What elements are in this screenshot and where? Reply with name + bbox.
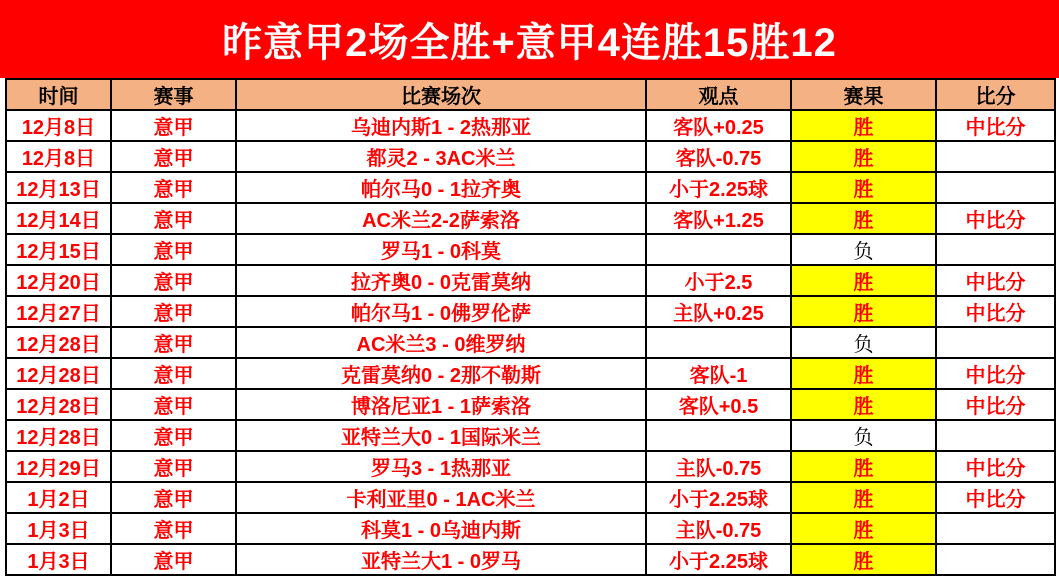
league-cell: 意甲	[111, 203, 236, 234]
promo-banner	[0, 0, 1059, 78]
date-cell: 1月3日	[6, 544, 111, 575]
score-cell: 中比分	[936, 482, 1055, 513]
col-header-result: 赛果	[791, 79, 936, 110]
result-cell: 胜	[791, 389, 936, 420]
result-cell: 负	[791, 327, 936, 358]
banner-title: 昨意甲2场全胜+意甲4连胜15胜12	[222, 20, 837, 65]
score-cell: 中比分	[936, 451, 1055, 482]
score-cell: 中比分	[936, 203, 1055, 234]
date-cell: 12月28日	[6, 389, 111, 420]
result-cell: 胜	[791, 172, 936, 203]
result-cell: 胜	[791, 544, 936, 575]
score-cell	[936, 172, 1055, 203]
date-cell: 12月15日	[6, 234, 111, 265]
league-cell: 意甲	[111, 265, 236, 296]
opinion-cell: 客队+0.5	[646, 389, 791, 420]
score-cell	[936, 234, 1055, 265]
match-cell: 帕尔马0 - 1拉齐奥	[236, 172, 646, 203]
opinion-cell: 客队+0.25	[646, 110, 791, 141]
col-header-score: 比分	[936, 79, 1055, 110]
table-row	[6, 172, 1055, 203]
result-cell: 胜	[791, 203, 936, 234]
date-cell: 12月28日	[6, 358, 111, 389]
table-row	[6, 482, 1055, 513]
match-cell: 都灵2 - 3AC米兰	[236, 141, 646, 172]
table-row	[6, 296, 1055, 327]
opinion-cell: 小于2.25球	[646, 482, 791, 513]
score-cell: 中比分	[936, 110, 1055, 141]
match-cell: 科莫1 - 0乌迪内斯	[236, 513, 646, 544]
table-row	[6, 544, 1055, 575]
score-cell: 中比分	[936, 389, 1055, 420]
league-cell: 意甲	[111, 141, 236, 172]
match-cell: 博洛尼亚1 - 1萨索洛	[236, 389, 646, 420]
score-cell: 中比分	[936, 358, 1055, 389]
score-cell	[936, 141, 1055, 172]
opinion-cell: 主队+0.25	[646, 296, 791, 327]
date-cell: 12月28日	[6, 420, 111, 451]
opinion-cell: 主队-0.75	[646, 513, 791, 544]
result-cell: 胜	[791, 482, 936, 513]
match-cell: 帕尔马1 - 0佛罗伦萨	[236, 296, 646, 327]
table-body	[6, 110, 1055, 575]
date-cell: 12月8日	[6, 110, 111, 141]
date-cell: 1月2日	[6, 482, 111, 513]
table-row	[6, 358, 1055, 389]
league-cell: 意甲	[111, 296, 236, 327]
table-row	[6, 389, 1055, 420]
date-cell: 12月20日	[6, 265, 111, 296]
table-header-row	[6, 79, 1055, 110]
match-cell: 乌迪内斯1 - 2热那亚	[236, 110, 646, 141]
date-cell: 12月29日	[6, 451, 111, 482]
table-row	[6, 203, 1055, 234]
date-cell: 12月28日	[6, 327, 111, 358]
score-cell	[936, 420, 1055, 451]
date-cell: 12月13日	[6, 172, 111, 203]
opinion-cell: 客队-1	[646, 358, 791, 389]
league-cell: 意甲	[111, 110, 236, 141]
match-cell: 罗马3 - 1热那亚	[236, 451, 646, 482]
match-cell: 亚特兰大0 - 1国际米兰	[236, 420, 646, 451]
date-cell: 12月27日	[6, 296, 111, 327]
opinion-cell: 小于2.25球	[646, 544, 791, 575]
col-header-opinion: 观点	[646, 79, 791, 110]
date-cell: 12月14日	[6, 203, 111, 234]
opinion-cell: 主队-0.75	[646, 451, 791, 482]
match-cell: AC米兰3 - 0维罗纳	[236, 327, 646, 358]
league-cell: 意甲	[111, 172, 236, 203]
result-cell: 胜	[791, 451, 936, 482]
league-cell: 意甲	[111, 513, 236, 544]
match-cell: 亚特兰大1 - 0罗马	[236, 544, 646, 575]
league-cell: 意甲	[111, 544, 236, 575]
match-cell: 克雷莫纳0 - 2那不勒斯	[236, 358, 646, 389]
opinion-cell: 小于2.5	[646, 265, 791, 296]
result-cell: 胜	[791, 296, 936, 327]
opinion-cell: 客队-0.75	[646, 141, 791, 172]
table-row	[6, 110, 1055, 141]
league-cell: 意甲	[111, 327, 236, 358]
table-row	[6, 451, 1055, 482]
score-cell: 中比分	[936, 265, 1055, 296]
col-header-league: 赛事	[111, 79, 236, 110]
league-cell: 意甲	[111, 482, 236, 513]
date-cell: 1月3日	[6, 513, 111, 544]
match-cell: 拉齐奥0 - 0克雷莫纳	[236, 265, 646, 296]
result-cell: 负	[791, 234, 936, 265]
table-row	[6, 420, 1055, 451]
result-cell: 胜	[791, 110, 936, 141]
match-cell: AC米兰2-2萨索洛	[236, 203, 646, 234]
league-cell: 意甲	[111, 234, 236, 265]
score-cell	[936, 544, 1055, 575]
league-cell: 意甲	[111, 358, 236, 389]
result-cell: 胜	[791, 141, 936, 172]
table-row	[6, 234, 1055, 265]
match-cell: 罗马1 - 0科莫	[236, 234, 646, 265]
result-cell: 胜	[791, 265, 936, 296]
date-cell: 12月8日	[6, 141, 111, 172]
col-header-match: 比赛场次	[236, 79, 646, 110]
results-table	[5, 78, 1056, 576]
opinion-cell	[646, 234, 791, 265]
result-cell: 胜	[791, 358, 936, 389]
col-header-time: 时间	[6, 79, 111, 110]
opinion-cell: 小于2.25球	[646, 172, 791, 203]
league-cell: 意甲	[111, 389, 236, 420]
table-row	[6, 327, 1055, 358]
opinion-cell: 客队+1.25	[646, 203, 791, 234]
table-row	[6, 265, 1055, 296]
match-cell: 卡利亚里0 - 1AC米兰	[236, 482, 646, 513]
opinion-cell	[646, 327, 791, 358]
result-cell: 负	[791, 420, 936, 451]
score-cell	[936, 327, 1055, 358]
opinion-cell	[646, 420, 791, 451]
result-cell: 胜	[791, 513, 936, 544]
table-row	[6, 141, 1055, 172]
score-cell: 中比分	[936, 296, 1055, 327]
league-cell: 意甲	[111, 451, 236, 482]
league-cell: 意甲	[111, 420, 236, 451]
